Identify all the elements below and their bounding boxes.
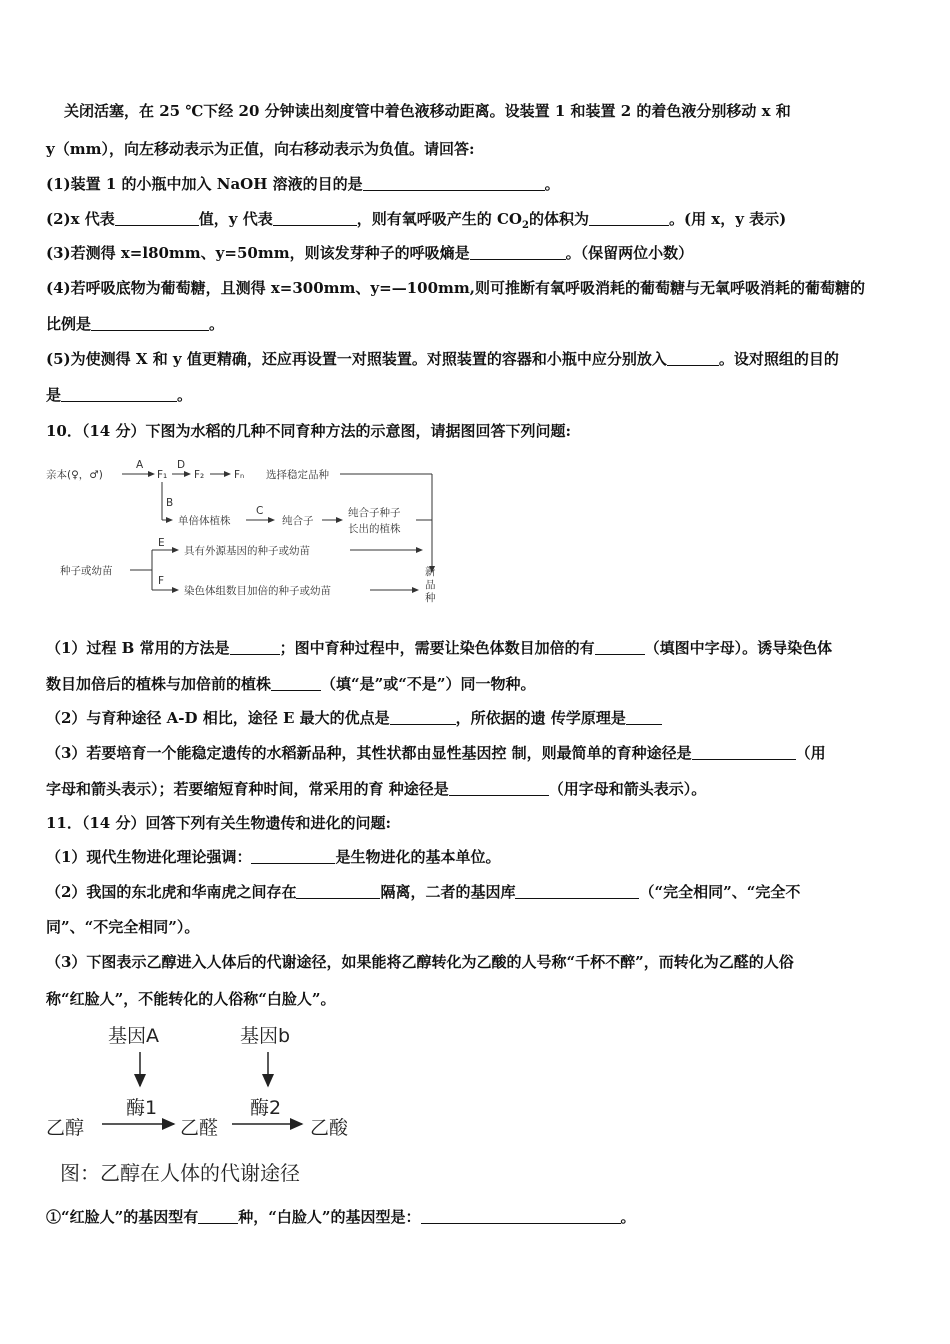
step-d: D: [177, 459, 186, 471]
step-a: A: [136, 459, 144, 471]
answer-blank[interactable]: [470, 244, 566, 260]
question-9-4: (4)若呼吸底物为葡萄糖，且测得 x=300mm、y=—100mm,则可推断有氧呼吸消耗的葡萄糖与无氧呼吸消耗的葡萄糖的: [46, 279, 865, 297]
text-line: 同”、“不完全相同”）。: [46, 918, 200, 936]
answer-blank[interactable]: [692, 744, 796, 760]
gene-b-label: 基因b: [240, 1025, 291, 1047]
answer-blank[interactable]: [271, 675, 321, 691]
answer-blank[interactable]: [515, 883, 639, 899]
answer-blank[interactable]: [91, 315, 209, 331]
pure-seed-label-2: 长出的植株: [348, 523, 401, 535]
seed-label: 种子或幼苗: [60, 565, 113, 577]
select-label: 选择稳定品种: [266, 469, 329, 481]
new-variety-char: 种: [425, 592, 436, 604]
answer-blank[interactable]: [363, 175, 545, 191]
answer-blank[interactable]: [115, 210, 199, 226]
step-f: F: [158, 575, 165, 587]
acetic-acid-label: 乙酸: [310, 1117, 349, 1139]
acetaldehyde-label: 乙醛: [180, 1117, 219, 1139]
answer-blank[interactable]: [273, 210, 357, 226]
step-e: E: [158, 537, 165, 549]
ethanol-metabolism-diagram: [44, 1018, 374, 1188]
answer-blank[interactable]: [421, 1208, 621, 1224]
fn-label: Fₙ: [234, 469, 245, 481]
question-9-2: (2)x 代表 值，y 代表 ，则有氧呼吸产生的 $CO_2$的体积为 。(用 x，y 表示): [46, 210, 787, 231]
answer-blank[interactable]: [230, 639, 280, 655]
text-line: 关闭活塞，在 25 ℃下经 20 分钟读出刻度管中着色液移动距离。设装置 1 和装置 2 的着色液分别移动 x 和: [64, 102, 791, 120]
f1-label: F₁: [157, 469, 168, 481]
question-9-3: (3)若测得 x=l80mm、y=50mm，则该发芽种子的呼吸熵是 。（保留两位小数）: [46, 244, 694, 262]
question-11-1: （1）现代生物进化理论强调： 是生物进化的基本单位。: [46, 848, 501, 866]
answer-blank[interactable]: [667, 350, 719, 366]
text-line: 是 。: [46, 386, 193, 404]
answer-blank[interactable]: [449, 780, 549, 796]
step-b: B: [166, 497, 174, 509]
new-variety-char: 品: [425, 579, 436, 591]
question-9-5: (5)为使测得 X 和 y 值更精确，还应再设置一对照装置。对照装置的容器和小瓶中应分别放入 。设对照组的目的: [46, 350, 839, 368]
question-9-1: (1)装置 1 的小瓶中加入 NaOH 溶液的目的是 。: [46, 175, 560, 193]
question-10-title: 10．（14 分）下图为水稻的几种不同育种方法的示意图，请据图回答下列问题:: [46, 422, 572, 440]
question-11-title: 11．（14 分）回答下列有关生物遗传和进化的问题:: [46, 814, 392, 832]
enzyme-2-label: 酶2: [250, 1097, 282, 1119]
enzyme-1-label: 酶1: [126, 1097, 158, 1119]
gene-a-label: 基因A: [108, 1025, 159, 1047]
question-10-3: （3）若要培育一个能稳定遗传的水稻新品种，其性状都由显性基因控 制，则最简单的育种途径是 （用: [46, 744, 826, 762]
question-10-2: （2）与育种途径 A-D 相比，途径 E 最大的优点是 ，所依据的遗 传学原理是: [46, 707, 912, 729]
answer-blank[interactable]: [589, 210, 669, 226]
text-line: 比例是 。: [46, 315, 225, 333]
foreign-gene-label: 具有外源基因的种子或幼苗: [184, 545, 310, 557]
question-11-3-1: ①“红脸人”的基因型有 种，“白脸人”的基因型是： 。: [46, 1208, 636, 1226]
answer-blank[interactable]: [251, 848, 335, 864]
question-11-3: （3）下图表示乙醇进入人体后的代谢途径，如果能将乙醇转化为乙酸的人号称“千杯不醉”，而转化为乙醛的人俗: [46, 953, 794, 971]
question-10-1: （1）过程 B 常用的方法是 ；图中育种过程中，需要让染色体数目加倍的有 （填图中字母）。诱导染色体: [46, 639, 833, 657]
text-line: 数目加倍后的植株与加倍前的植株 （填“是”或“不是”）同一物种。: [46, 675, 536, 693]
diagram-caption: 图：乙醇在人体的代谢途径: [60, 1161, 300, 1185]
answer-blank[interactable]: [595, 639, 645, 655]
f2-label: F₂: [194, 469, 205, 481]
haploid-label: 单倍体植株: [178, 515, 231, 527]
question-11-2: （2）我国的东北虎和华南虎之间存在 隔离，二者的基因库 （“完全相同”、“完全不: [46, 883, 801, 901]
text-line: y（mm），向左移动表示为正值，向右移动表示为负值。请回答:: [46, 140, 475, 158]
step-c: C: [256, 505, 264, 517]
pure-seed-label: 纯合子种子: [348, 507, 401, 519]
doubled-label: 染色体组数目加倍的种子或幼苗: [184, 585, 331, 597]
answer-blank[interactable]: [296, 883, 380, 899]
answer-blank[interactable]: [390, 709, 456, 725]
text-line: 称“红脸人”，不能转化的人俗称“白脸人”。: [46, 990, 336, 1008]
ethanol-label: 乙醇: [46, 1117, 85, 1139]
answer-blank[interactable]: [626, 709, 662, 725]
parent-label: 亲本(♀，♂): [46, 469, 103, 481]
answer-blank[interactable]: [198, 1208, 238, 1224]
breeding-diagram: [44, 450, 464, 610]
answer-blank[interactable]: [61, 386, 177, 402]
new-variety-char: 新: [425, 566, 436, 578]
pure-label: 纯合子: [282, 515, 314, 527]
text-line: 字母和箭头表示）；若要缩短育种时间，常采用的育 种途径是 （用字母和箭头表示）。: [46, 780, 707, 798]
